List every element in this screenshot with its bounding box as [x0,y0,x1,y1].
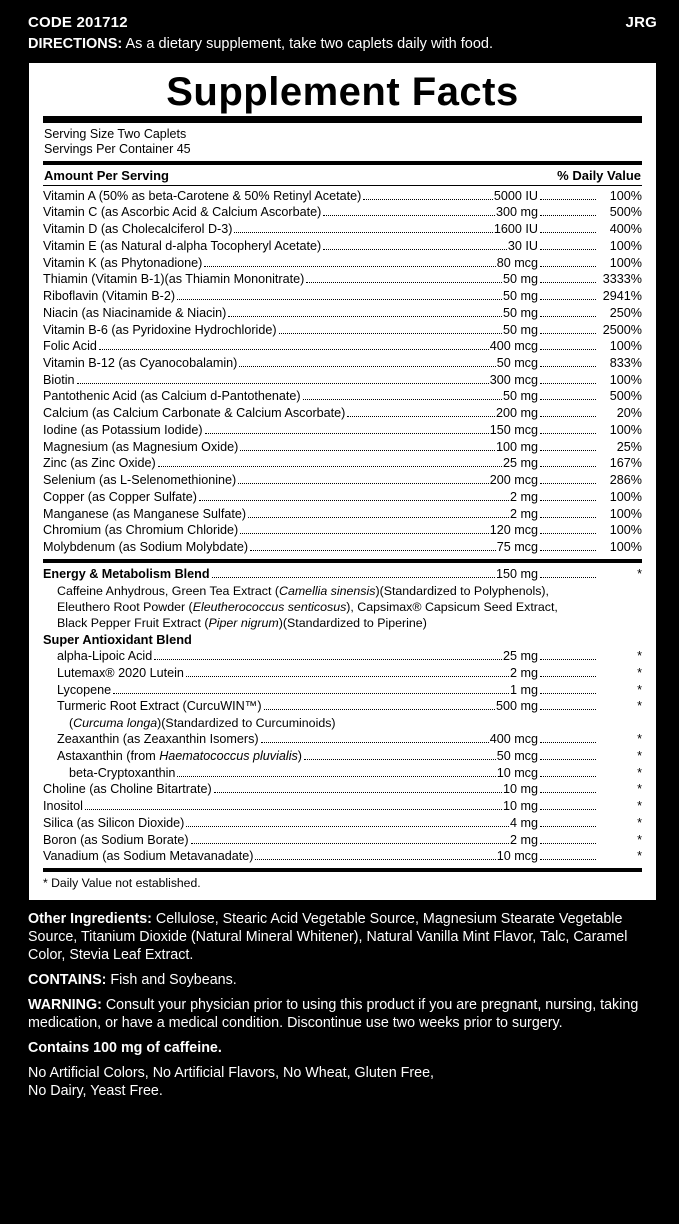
nutrient-dv: 2500% [602,322,642,337]
energy-metabolism-blend [43,566,642,631]
blend-item-name: Lutemax® 2020 Lutein [57,665,184,680]
leader-dots [238,483,488,484]
nutrient-dv: 100% [609,188,642,203]
leader-dots [306,282,502,283]
nutrient-name: Chromium (as Chromium Chloride) [43,523,239,538]
leader-dots-2 [540,517,596,518]
blend-item-dv: * [637,665,642,680]
nutrient-name: Vitamin A (50% as beta-Carotene & 50% Retinyl Acetate) [43,188,362,203]
nutrient-dv: 100% [609,523,642,538]
leader-dots [248,517,509,518]
antioxidant-blend-name: Super Antioxidant Blend [43,631,192,647]
nutrient-row [43,405,642,422]
leader-dots [347,416,495,417]
blend-item-amount: 400 mcg [489,732,538,747]
nutrient-row [43,221,642,238]
nutrient-amount: 300 mg [495,205,538,220]
product-code: CODE 201712 [28,14,128,31]
leader-dots [240,450,495,451]
blend-item-name: Zeaxanthin (as Zeaxanthin Isomers) [57,732,259,747]
blend-item-row [43,748,642,765]
nutrient-row [43,255,642,272]
nutrient-name: Choline (as Choline Bitartrate) [43,782,212,797]
leader-dots [304,759,496,760]
blend-desc-line-3 [57,615,642,631]
nutrient-name: Zinc (as Zinc Oxide) [43,456,156,471]
leader-dots-2 [540,249,596,250]
nutrient-row [43,322,642,339]
blend-desc-text: Eleuthero Root Powder ( [57,599,193,614]
blend-item-amount: 1 mg [510,682,538,697]
leader-dots [113,693,509,694]
leader-dots [177,776,495,777]
nutrient-row [43,439,642,456]
supplement-facts-panel [28,62,657,901]
nutrient-amount: 50 mg [502,322,538,337]
nutrient-amount: 200 mcg [489,473,538,488]
blend-item-row [43,648,642,665]
nutrient-dv: 100% [609,255,642,270]
nutrient-name: Manganese (as Manganese Sulfate) [43,506,247,521]
nutrient-row [43,388,642,405]
leader-dots-2 [540,792,596,793]
blend-dv: * [637,566,642,581]
nutrient-row [43,815,642,832]
leader-dots [214,792,502,793]
nutrient-row [43,355,642,372]
nutrient-amount: 2 mg [510,506,538,521]
contains-label: CONTAINS: [28,972,107,989]
blend-description [43,583,642,631]
nutrient-amount: 10 mcg [496,849,538,864]
nutrient-dv: 500% [609,205,642,220]
leader-dots [323,249,507,250]
blend-desc-text: Black Pepper Fruit Extract ( [57,615,209,630]
blend-item-amount: 50 mcg [496,748,538,763]
directions-line [28,35,657,53]
amount-per-serving-header: Amount Per Serving [44,167,169,183]
nutrient-name: Vitamin B-6 (as Pyridoxine Hydrochloride) [43,322,277,337]
serving-info [44,127,642,157]
nutrient-amount: 50 mg [502,389,538,404]
blend-item-name: Turmeric Root Extract (CurcuWIN™) [57,699,262,714]
nutrient-amount: 300 mcg [489,372,538,387]
leader-dots-2 [540,266,596,267]
nutrient-dv: 100% [609,238,642,253]
nutrient-amount: 10 mg [502,782,538,797]
warning-statement [28,996,657,1032]
other-ingredients-label: Other Ingredients: [28,911,152,928]
leader-dots [240,533,488,534]
blend-item-name: beta-Cryptoxanthin [69,765,176,780]
leader-dots-2 [540,215,596,216]
nutrient-dv: * [637,799,642,814]
leader-dots [212,577,495,578]
nutrient-amount: 100 mg [495,439,538,454]
directions-text: As a dietary supplement, take two caplets daily with food. [125,36,494,52]
nutrient-name: Calcium (as Calcium Carbonate & Calcium Ascorbate) [43,406,346,421]
nutrient-row [43,338,642,355]
divider-med-1 [43,161,642,165]
nutrient-name: Inositol [43,799,83,814]
leader-dots [239,366,495,367]
blend-desc-line-2 [57,599,642,615]
blend-item-amount: 500 mg [495,699,538,714]
blend-amount: 150 mg [495,566,538,581]
super-antioxidant-blend [43,631,642,782]
leader-dots [199,500,509,501]
nutrient-name: Thiamin (Vitamin B-1)(as Thiamin Mononitrate) [43,272,305,287]
nutrient-dv: * [637,832,642,847]
nutrient-row [43,506,642,523]
nutrient-name: Vitamin D (as Cholecalciferol D-3) [43,222,233,237]
leader-dots [205,433,489,434]
directions-label: DIRECTIONS: [28,36,123,52]
blend-item-dv: * [637,682,642,697]
nutrient-dv: 100% [609,339,642,354]
blend-desc-text: Caffeine Anhydrous, Green Tea Extract ( [57,583,280,598]
column-headers [44,168,641,183]
warning-label: WARNING: [28,997,102,1014]
leader-dots-2 [540,299,596,300]
nutrient-list [43,188,642,556]
nutrient-amount: 50 mg [502,272,538,287]
nutrient-row [43,288,642,305]
nutrient-amount: 75 mcg [496,540,538,555]
leader-dots [186,826,509,827]
leader-dots [255,859,495,860]
leader-dots-2 [540,383,596,384]
blend-item-dv: * [637,649,642,664]
nutrient-name: Vitamin E (as Natural d-alpha Tocopheryl Acetate) [43,238,322,253]
leader-dots [363,199,493,200]
nutrient-row [43,422,642,439]
blend-item-amount: 2 mg [510,665,538,680]
leader-dots-2 [540,759,596,760]
nutrient-name: Boron (as Sodium Borate) [43,832,189,847]
servings-per-container: Servings Per Container 45 [44,141,191,156]
nutrient-amount: 30 IU [507,238,538,253]
nutrient-row [43,271,642,288]
nutrient-amount: 1600 IU [493,222,538,237]
label-top-row [28,14,657,31]
serving-size: Serving Size Two Caplets [44,127,187,142]
blend-desc-latin: Eleutherococcus senticosus [192,599,347,614]
leader-dots [250,550,496,551]
nutrient-dv: 500% [609,389,642,404]
blend-item-dv: * [637,748,642,763]
divider-thin-1 [43,185,642,186]
leader-dots-2 [540,577,596,578]
nutrient-dv: 20% [616,406,642,421]
leader-dots-2 [540,843,596,844]
nutrient-amount: 400 mcg [489,339,538,354]
leader-dots [186,676,509,677]
claims-line-1: No Artificial Colors, No Artificial Flavors, No Wheat, Gluten Free, [28,1065,435,1082]
nutrient-amount: 50 mg [502,289,538,304]
nutrient-row [43,238,642,255]
leader-dots [85,809,502,810]
leader-dots-2 [540,349,596,350]
blend-item-dv: * [637,699,642,714]
leader-dots-2 [540,709,596,710]
leader-dots [204,266,495,267]
leader-dots-2 [540,742,596,743]
nutrient-row [43,188,642,205]
nutrient-name: Molybdenum (as Sodium Molybdate) [43,540,249,555]
divider-med-2 [43,559,642,563]
leader-dots [261,742,489,743]
blend-item-row [43,665,642,682]
leader-dots-2 [540,809,596,810]
blend-desc-line-1 [57,583,642,599]
nutrient-row [43,204,642,221]
blend-desc-text: )(Standardized to Piperine) [278,615,427,630]
blend-item-name [43,748,302,765]
leader-dots-2 [540,533,596,534]
nutrient-row [43,372,642,389]
nutrient-amount: 4 mg [510,815,538,830]
leader-dots-2 [540,859,596,860]
leader-dots-2 [540,466,596,467]
warning-text: Consult your physician prior to using this product if you are pregnant, nursing, taking medication, or have a medical condition. Discontinue use two weeks prior to surgery. [28,997,639,1032]
nutrient-row [43,455,642,472]
leader-dots-2 [540,282,596,283]
nutrient-amount: 5000 IU [493,188,538,203]
nutrient-name: Riboflavin (Vitamin B-2) [43,289,176,304]
nutrient-dv: 25% [616,439,642,454]
nutrient-dv: 100% [609,372,642,387]
leader-dots [77,383,489,384]
nutrient-row [43,781,642,798]
nutrient-name: Biotin [43,372,75,387]
leader-dots-2 [540,826,596,827]
nutrient-name: Folic Acid [43,339,97,354]
claims-line-2: No Dairy, Yeast Free. [28,1083,163,1100]
astaxanthin-text: ) [297,748,302,763]
nutrient-amount: 120 mcg [489,523,538,538]
daily-value-header: % Daily Value [557,167,641,183]
blend-item-dv: * [637,765,642,780]
nutrient-dv: 286% [609,473,642,488]
blend-desc-text: )(Standardized to Polyphenols), [375,583,550,598]
other-nutrient-list [43,781,642,865]
nutrient-name: Vitamin K (as Phytonadione) [43,255,203,270]
nutrient-dv: 100% [609,422,642,437]
astaxanthin-latin: Haematococcus pluvialis [159,748,298,763]
nutrient-name: Vanadium (as Sodium Metavanadate) [43,849,254,864]
leader-dots-2 [540,433,596,434]
leader-dots-2 [540,450,596,451]
nutrient-amount: 2 mg [510,832,538,847]
daily-value-footnote: * Daily Value not established. [43,876,201,891]
blend-item-name: alpha-Lipoic Acid [57,649,153,664]
artist-initials: JRG [625,14,657,31]
blend-item-row [43,698,642,715]
nutrient-dv: 3333% [602,272,642,287]
leader-dots [303,399,502,400]
leader-dots-2 [540,399,596,400]
nutrient-dv: 2941% [602,289,642,304]
blend-item-amount: 25 mg [502,649,538,664]
blend-desc-text: ), Capsimax® Capsicum Seed Extract, [346,599,558,614]
contains-text: Fish and Soybeans. [106,972,237,989]
nutrient-name: Selenium (as L-Selenomethionine) [43,473,237,488]
blend-row [43,566,642,583]
nutrient-name: Vitamin C (as Ascorbic Acid & Calcium Ascorbate) [43,205,322,220]
leader-dots-2 [540,366,596,367]
nutrient-amount: 2 mg [510,489,538,504]
nutrient-amount: 50 mg [502,305,538,320]
leader-dots [154,659,502,660]
nutrient-amount: 25 mg [502,456,538,471]
leader-dots-2 [540,316,596,317]
label-footer [28,910,657,1100]
leader-dots [264,709,495,710]
leader-dots [228,316,502,317]
caffeine-text: Contains 100 mg of caffeine. [28,1040,222,1057]
leader-dots-2 [540,676,596,677]
leader-dots [158,466,502,467]
blend-item-dv: * [637,732,642,747]
curcuma-note-text: ( [69,716,74,731]
nutrient-name: Magnesium (as Magnesium Oxide) [43,439,239,454]
divider-med-3 [43,868,642,872]
curcuma-note-latin: Curcuma longa [73,716,158,731]
blend-item-amount: 10 mcg [496,765,538,780]
nutrient-amount: 80 mcg [496,255,538,270]
nutrient-dv: 100% [609,506,642,521]
nutrient-row [43,522,642,539]
nutrient-row [43,539,642,556]
nutrient-name: Copper (as Copper Sulfate) [43,489,198,504]
caffeine-statement [28,1039,657,1057]
leader-dots [234,232,492,233]
blend-desc-latin: Camellia sinensis [279,583,376,598]
nutrient-name: Pantothenic Acid (as Calcium d-Pantothenate) [43,389,301,404]
blend-item-row [43,765,642,782]
nutrient-dv: 167% [609,456,642,471]
leader-dots [323,215,495,216]
leader-dots-2 [540,776,596,777]
leader-dots [99,349,489,350]
leader-dots-2 [540,232,596,233]
astaxanthin-text: Astaxanthin (from [57,748,160,763]
leader-dots-2 [540,483,596,484]
nutrient-row [43,489,642,506]
leader-dots [279,333,502,334]
leader-dots-2 [540,500,596,501]
nutrient-dv: 100% [609,489,642,504]
nutrient-name: Vitamin B-12 (as Cyanocobalamin) [43,355,238,370]
divider-heavy-top [43,116,642,123]
nutrient-dv: 250% [609,305,642,320]
nutrient-dv: * [637,782,642,797]
nutrient-amount: 150 mcg [489,422,538,437]
nutrient-dv: 400% [609,222,642,237]
nutrient-row [43,305,642,322]
blend-item-row [43,731,642,748]
nutrient-name: Silica (as Silicon Dioxide) [43,815,185,830]
leader-dots-2 [540,333,596,334]
curcuma-note-text: )(Standardized to Curcuminoids) [157,716,336,731]
nutrient-row [43,832,642,849]
blend-name: Energy & Metabolism Blend [43,566,210,581]
nutrient-dv: * [637,815,642,830]
leader-dots-2 [540,199,596,200]
nutrient-dv: * [637,849,642,864]
nutrient-amount: 10 mg [502,799,538,814]
blend-item-name: Lycopene [57,682,112,697]
other-ingredients-text: Cellulose, Stearic Acid Vegetable Source, Magnesium Stearate Vegetable Source, Titanium Dioxide (Natural Mineral Whitener), Natural Vanilla Mint Flavor, Talc, Caramel Color, Stevia Leaf Extract. [28,911,628,964]
nutrient-row [43,848,642,865]
nutrient-row [43,798,642,815]
nutrient-dv: 833% [609,355,642,370]
nutrient-dv: 100% [609,540,642,555]
curcuma-note [43,715,642,731]
nutrient-amount: 200 mg [495,406,538,421]
blend-desc-latin: Piper nigrum [208,615,279,630]
leader-dots-2 [540,659,596,660]
blend-item-row [43,682,642,699]
nutrient-name: Niacin (as Niacinamide & Niacin) [43,305,227,320]
nutrient-row [43,472,642,489]
leader-dots-2 [540,693,596,694]
leader-dots-2 [540,550,596,551]
nutrient-name: Iodine (as Potassium Iodide) [43,422,203,437]
leader-dots [177,299,502,300]
other-ingredients [28,910,657,964]
contains-statement [28,971,657,989]
nutrient-amount: 50 mcg [496,355,538,370]
leader-dots-2 [540,416,596,417]
supplement-facts-title: Supplement Facts [166,70,519,115]
leader-dots [191,843,509,844]
